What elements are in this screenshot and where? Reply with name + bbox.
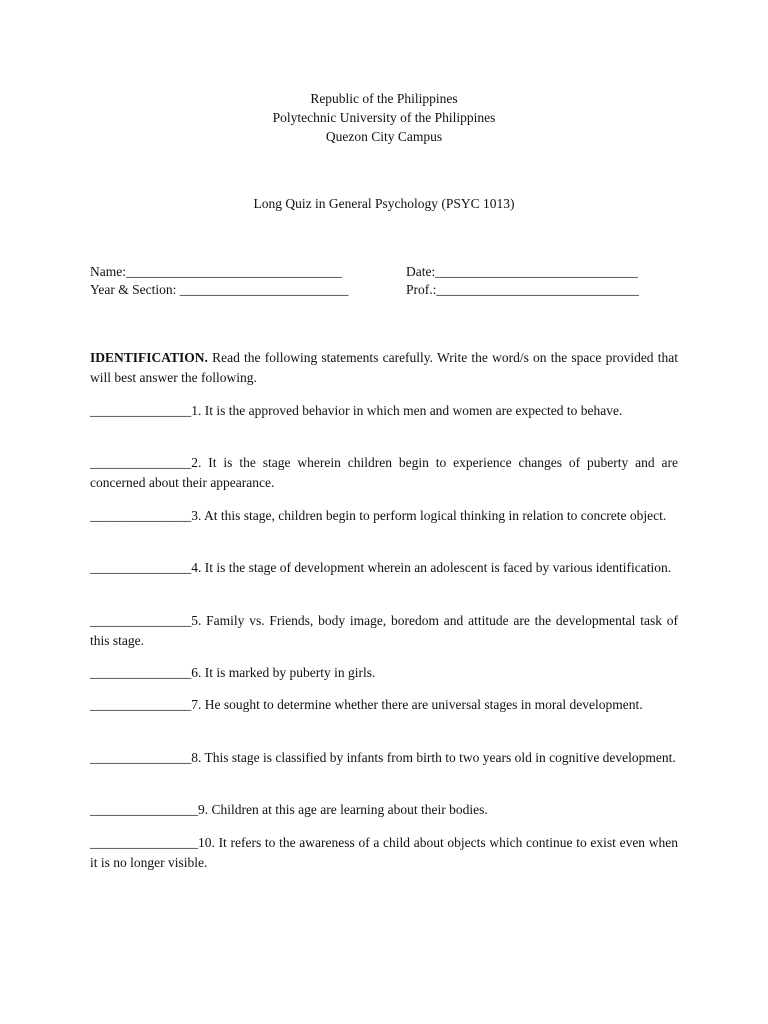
- header-republic: Republic of the Philippines: [310, 91, 458, 106]
- question-item: _______________1. It is the approved behavior in which men and women are expected to behave.: [90, 403, 623, 418]
- quiz-title: Long Quiz in General Psychology (PSYC 1013): [253, 196, 515, 211]
- question-item: _______________4. It is the stage of development wherein an adolescent is faced by various identification.: [90, 560, 672, 575]
- question-item: _______________2. It is the stage wherein children begin to experience changes of puberty and are concerned about their appearance.: [90, 455, 678, 490]
- question-item: ________________10. It refers to the awareness of a child about objects which continue to exist even when it is no longer visible.: [90, 835, 678, 870]
- header-university: Polytechnic University of the Philippines: [272, 110, 496, 125]
- name-field: Name:________________________________: [90, 264, 342, 279]
- document-header: [0, 89, 768, 146]
- year-section-field: Year & Section: _________________________: [90, 282, 349, 297]
- date-field: Date:______________________________: [406, 264, 638, 279]
- question-item: _______________5. Family vs. Friends, body image, boredom and attitude are the developmental task of this stage.: [90, 613, 678, 648]
- instructions: [90, 348, 678, 388]
- prof-field: Prof.:______________________________: [406, 282, 639, 297]
- question-item: _______________8. This stage is classified by infants from birth to two years old in cognitive development.: [90, 750, 676, 765]
- question-item: _______________7. He sought to determine whether there are universal stages in moral development.: [90, 697, 643, 712]
- instructions-heading: IDENTIFICATION.: [90, 350, 208, 365]
- question-item: _______________6. It is marked by puberty in girls.: [90, 665, 376, 680]
- header-campus: Quezon City Campus: [325, 129, 443, 144]
- instructions-text: Read the following statements carefully. Write the word/s on the space provided that will best answer the following.: [90, 350, 678, 385]
- question-item: _______________3. At this stage, children begin to perform logical thinking in relation to concrete object.: [90, 508, 667, 523]
- question-item: ________________9. Children at this age are learning about their bodies.: [90, 802, 488, 817]
